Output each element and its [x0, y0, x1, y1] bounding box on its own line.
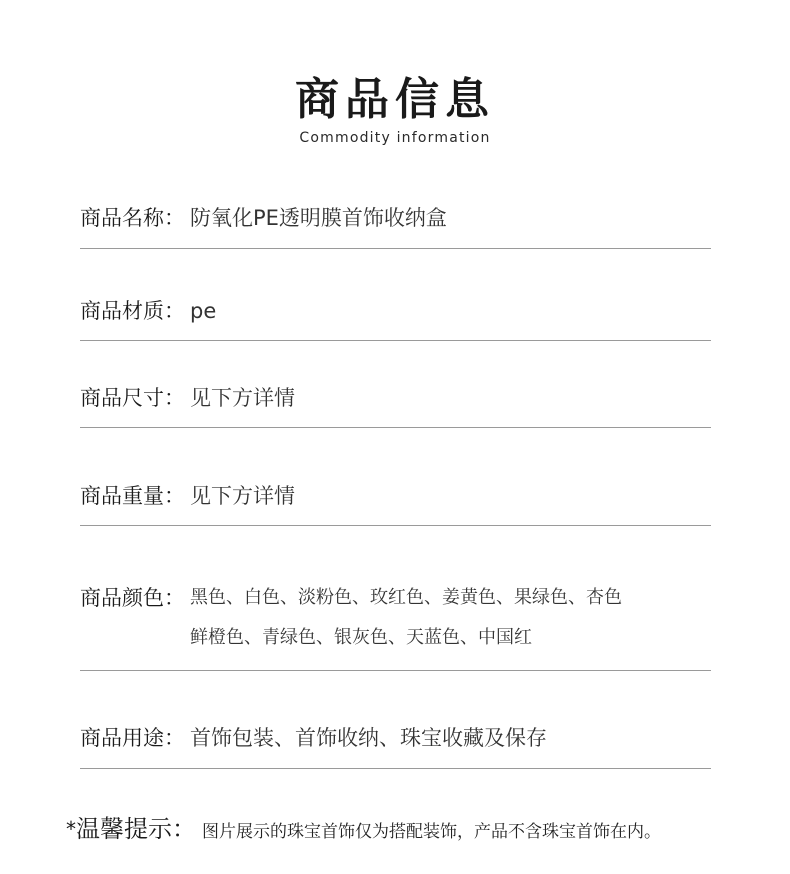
row-value: 首饰包装、首饰收纳、珠宝收藏及保存	[190, 726, 547, 750]
row-value: 防氧化PE透明膜首饰收纳盒	[190, 206, 447, 230]
page-title: 商品信息	[295, 74, 495, 125]
row-value: 见下方详情	[190, 386, 295, 410]
divider	[80, 427, 711, 428]
row-label: 商品材质：	[80, 299, 185, 323]
row-label: 商品名称：	[80, 206, 185, 230]
row-value: 黑色、白色、淡粉色、玫红色、姜黄色、果绿色、杏色	[190, 587, 622, 608]
row-label: 商品重量：	[80, 484, 185, 508]
divider	[80, 670, 711, 671]
divider	[80, 525, 711, 526]
notice-label: 温馨提示：	[76, 815, 196, 843]
warm-notice	[66, 812, 766, 849]
row-label: 商品尺寸：	[80, 386, 185, 410]
divider	[80, 340, 711, 341]
row-value: pe	[190, 299, 217, 323]
row-value: 见下方详情	[190, 484, 295, 508]
row-label: 商品颜色：	[80, 586, 185, 610]
page-subtitle: Commodity information	[299, 130, 491, 146]
row-value-line2: 鲜橙色、青绿色、银灰色、天蓝色、中国红	[190, 627, 532, 648]
notice-asterisk: *	[66, 817, 76, 841]
row-label: 商品用途：	[80, 726, 185, 750]
divider	[80, 768, 711, 769]
notice-text: 图片展示的珠宝首饰仅为搭配装饰，产品不含珠宝首饰在内。	[202, 822, 661, 842]
divider	[80, 248, 711, 249]
